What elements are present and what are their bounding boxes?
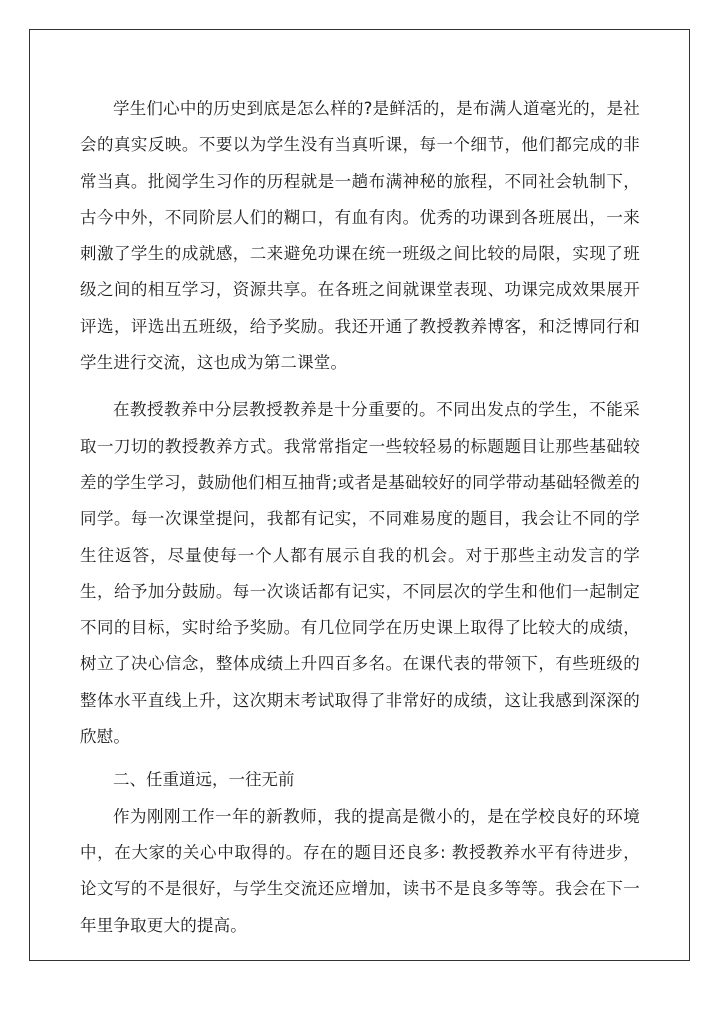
- document-body: [80, 91, 640, 944]
- paragraph-history-teaching: 学生们心中的历史到底是怎么样的?是鲜活的，是布满人道毫光的，是社会的真实反映。不要以为学生没有当真听课，每一个细节，他们都完成的非常当真。批阅学生习作的历程就是一趟布满神秘的旅程，不同社会轨制下，古今中外，不同阶层人们的糊口，有血有肉。优秀的功课到各班展出，一来刺激了学生的成就感，二来避免功课在统一班级之间比较的局限，实现了班级之间的相互学习，资源共享。在各班之间就课堂表现、功课完成效果展开评选，评选出五班级，给予奖励。我还开通了教授教养博客，和泛博同行和学生进行交流，这也成为第二课堂。: [80, 99, 640, 373]
- section-heading: 二、任重道远，一往无前: [113, 770, 295, 790]
- paragraph-tiered-teaching: 在教授教养中分层教授教养是十分重要的。不同出发点的学生，不能采取一刀切的教授教养方式。我常常指定一些较轻易的标题题目让那些基础较差的学生学习，鼓励他们相互抽背;或者是基础较好的同学带动基础轻微差的同学。每一次课堂提问，我都有记实，不同难易度的题目，我会让不同的学生往返答，尽量使每一个人都有展示自我的机会。对于那些主动发言的学生，给予加分鼓励。每一次谈话都有记实，不同层次的学生和他们一起制定不同的目标，实时给予奖励。有几位同学在历史课上取得了比较大的成绩，树立了决心信念，整体成绩上升四百多名。在课代表的带领下，有些班级的整体水平直线上升，这次期末考试取得了非常好的成绩，这让我感到深深的欣慰。: [80, 400, 640, 747]
- paragraph-closing: 作为刚刚工作一年的新教师，我的提高是微小的，是在学校良好的环境中，在大家的关心中取得的。存在的题目还良多: 教授教养水平有待进步，论文写的不是很好，与学生交流还应增加，读书不是良多等等。我会在下一年里争取更大的提高。: [80, 806, 640, 935]
